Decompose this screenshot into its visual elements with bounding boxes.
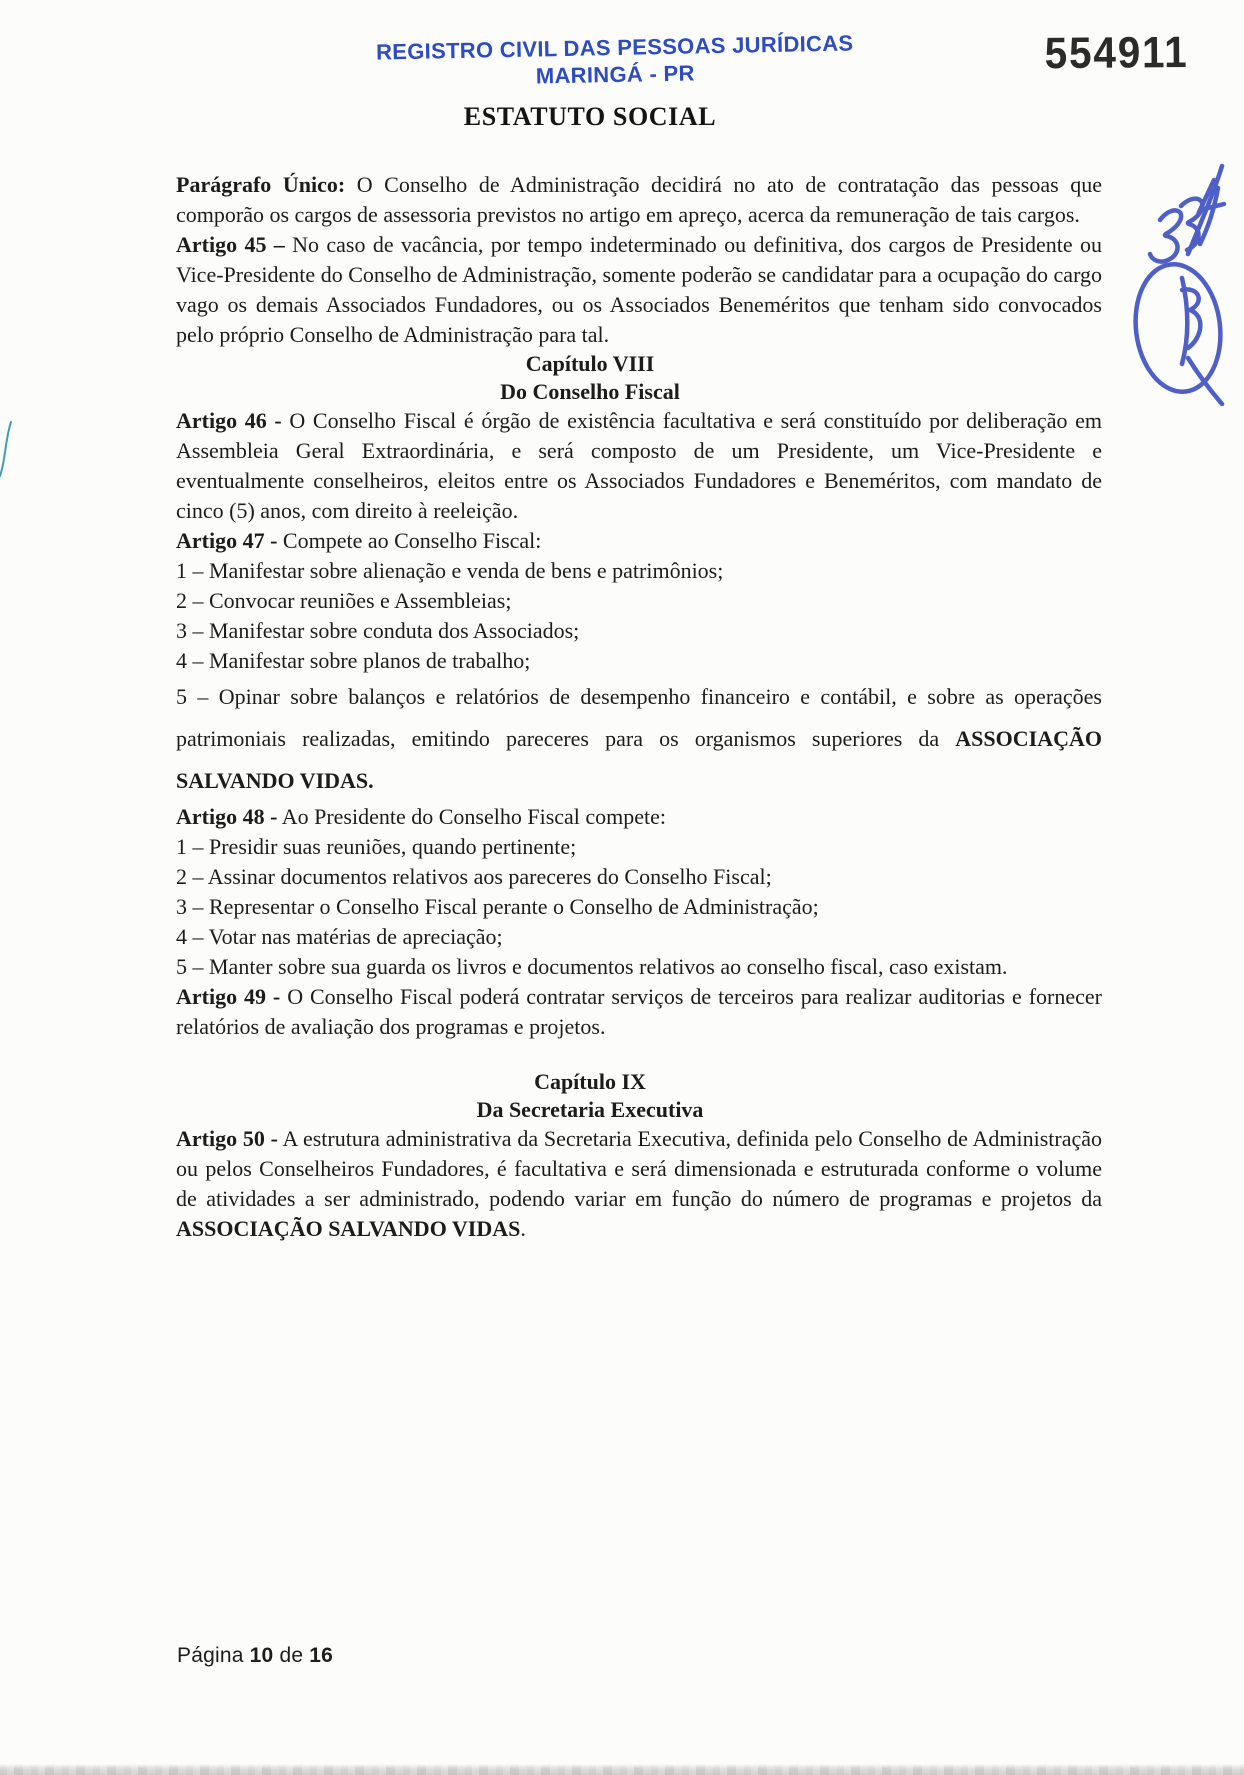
list-item — [176, 676, 1102, 802]
article-45 — [176, 230, 1102, 350]
article-47 — [176, 526, 1102, 556]
paragraph-unico-label: Parágrafo Único: — [176, 172, 346, 197]
article-45-label: Artigo 45 – — [176, 232, 285, 257]
article-46-label: Artigo 46 - — [176, 408, 282, 433]
list-item: 1 – Presidir suas reuniões, quando pertinente; — [176, 834, 577, 859]
list-item: 3 – Manifestar sobre conduta dos Associados; — [176, 618, 580, 643]
registry-stamp-line1: REGISTRO CIVIL DAS PESSOAS JURÍDICAS — [375, 30, 854, 65]
scanner-edge-artifact — [0, 1764, 1244, 1775]
association-name-bold: ASSOCIAÇÃO SALVANDO VIDAS. — [176, 726, 1102, 793]
registry-stamp-line2: MARINGÁ - PR — [535, 60, 695, 89]
pen-tick-mark — [0, 418, 15, 480]
list-item: 3 – Representar o Conselho Fiscal perante o Conselho de Administração; — [176, 894, 819, 919]
article-47-label: Artigo 47 - — [176, 528, 278, 553]
chapter-8-heading — [176, 350, 1004, 406]
article-48-label: Artigo 48 - — [176, 804, 278, 829]
list-item: 2 – Assinar documentos relativos aos pareceres do Conselho Fiscal; — [176, 864, 772, 889]
article-50-label: Artigo 50 - — [176, 1126, 278, 1151]
paragraph-unico-text: O Conselho de Administração decidirá no ato de contratação das pessoas que comporão os cargos de assessoria previstos no artigo em apreço, acerca da remuneração de tais cargos. — [176, 172, 1103, 227]
chapter-9-heading — [176, 1068, 1004, 1124]
list-item: 1 – Manifestar sobre alienação e venda de bens e patrimônios; — [176, 558, 724, 583]
article-49-label: Artigo 49 - — [176, 984, 281, 1009]
article-49-text: O Conselho Fiscal poderá contratar serviços de terceiros para realizar auditorias e fornecer relatórios de avaliação dos programas e projetos. — [176, 984, 1102, 1039]
list-item: 5 – Manter sobre sua guarda os livros e documentos relativos ao conselho fiscal, caso existam. — [176, 954, 1008, 979]
chapter-8-subtitle: Do Conselho Fiscal — [500, 379, 680, 404]
handwritten-rubric — [1126, 158, 1238, 410]
article-47-text: Compete ao Conselho Fiscal: — [282, 528, 542, 553]
document-number: 554911 — [1044, 28, 1189, 79]
article-46 — [176, 406, 1102, 526]
list-item: 2 – Convocar reuniões e Assembleias; — [176, 588, 512, 613]
chapter-9-subtitle: Da Secretaria Executiva — [476, 1097, 704, 1122]
list-item: 4 – Manifestar sobre planos de trabalho; — [176, 648, 531, 673]
association-name-bold: ASSOCIAÇÃO SALVANDO VIDAS — [176, 1216, 521, 1241]
page-title: ESTATUTO SOCIAL — [463, 102, 717, 131]
article-48 — [176, 802, 1102, 832]
list-item: 4 – Votar nas matérias de apreciação; — [176, 924, 503, 949]
footer-label: Página — [177, 1644, 244, 1667]
article-48-text: Ao Presidente do Conselho Fiscal compete: — [281, 804, 667, 829]
footer-total-pages: 16 — [309, 1644, 334, 1667]
article-49 — [176, 982, 1102, 1042]
list-item-text: 5 – Opinar sobre balanços e relatórios de desempenho financeiro e contábil, e sobre as operações patrimoniais realizadas, emitindo pareceres para os organismos superiores da — [176, 684, 1102, 751]
document-body — [176, 170, 1102, 1244]
article-45-text: No caso de vacância, por tempo indeterminado ou definitiva, dos cargos de Presidente ou Vice-Presidente do Conselho de Administração, somente poderão se candidatar para a ocupação do cargo vago os demais Associados Fundadores, ou os Associados Beneméritos que tenham sido convocados pelo próprio Conselho de Administração para tal. — [176, 232, 1103, 347]
article-50-text: A estrutura administrativa da Secretaria Executiva, definida pelo Conselho de Administração ou pelos Conselheiros Fundadores, é facultativa e será dimensionada e estruturada conforme o volume de atividades a ser administrado, podendo variar em função do número de programas e projetos da — [176, 1126, 1102, 1211]
footer-of: de — [279, 1644, 304, 1667]
article-50 — [176, 1124, 1102, 1244]
page-number-footer — [177, 1644, 333, 1668]
article-50-period: . — [520, 1216, 526, 1241]
footer-current-page: 10 — [249, 1644, 274, 1667]
chapter-9-title: Capítulo IX — [534, 1069, 646, 1094]
chapter-8-title: Capítulo VIII — [525, 351, 655, 376]
paragraph-unico — [176, 170, 1102, 230]
article-46-text: O Conselho Fiscal é órgão de existência facultativa e será constituído por deliberação em Assembleia Geral Extraordinária, e será composto de um Presidente, um Vice-Presidente e eventualmente conselheiros, eleitos entre os Associados Fundadores e Beneméritos, com mandato de cinco (5) anos, com direito à reeleição. — [176, 408, 1102, 523]
